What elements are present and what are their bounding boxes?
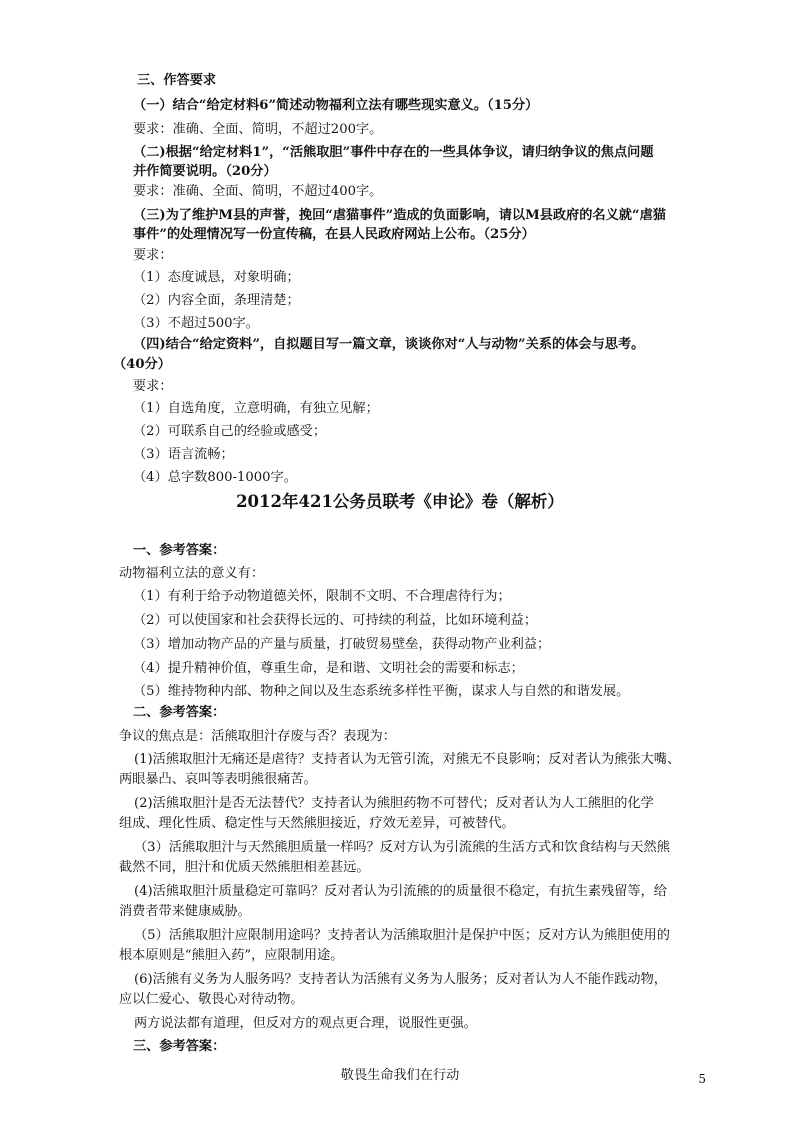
question-4-line2: （40分） bbox=[113, 357, 171, 372]
question-3-requirement-item: （2）内容全面，条理清楚； bbox=[133, 293, 300, 308]
answer-2-paragraph-1: (1)活熊取胆汁无痛还是虐待？支持者认为无管引流，对熊无不良影响；反对者认为熊张大嘴、 bbox=[134, 752, 681, 767]
answer-1-intro: 动物福利立法的意义有： bbox=[119, 566, 265, 581]
essay-title: 敬畏生命我们在行动 bbox=[340, 1068, 460, 1083]
question-4-requirement-item: （1）自选角度，立意明确，有独立见解； bbox=[133, 401, 379, 416]
answer-2-paragraph-3-cont: 截然不同，胆汁和优质天然熊胆相差甚远。 bbox=[119, 860, 370, 875]
question-2-line2: 并作简要说明。（20分） bbox=[133, 164, 277, 179]
question-1: （一）结合“给定材料6”简述动物福利立法有哪些现实意义。（15分） bbox=[133, 98, 539, 113]
answer-3-heading: 三、参考答案： bbox=[133, 1039, 226, 1054]
answer-2-paragraph-6: (6)活熊有义务为人服务吗？支持者认为活熊有义务为人服务；反对者认为人不能作践动物， bbox=[134, 972, 667, 987]
question-4-requirement-label: 要求： bbox=[133, 379, 173, 394]
answer-2-paragraph-4-cont: 消费者带来健康威胁。 bbox=[119, 904, 251, 919]
answer-2-heading: 二、参考答案： bbox=[133, 705, 226, 720]
answer-2-intro: 争议的焦点是：活熊取胆汁存废与否？表现为： bbox=[119, 729, 396, 744]
question-3-requirement-label: 要求： bbox=[133, 248, 173, 263]
answer-2-paragraph-5: （5）活熊取胆汁应限制用途吗？支持者认为活熊取胆汁是保护中医；反对方认为熊胆使用的 bbox=[134, 928, 670, 943]
question-2-requirement: 要求：准确、全面、简明，不超过400字。 bbox=[133, 184, 383, 199]
answer-1-item: （1）有利于给予动物道德关怀，限制不文明、不合理虐待行为； bbox=[133, 589, 511, 604]
answer-2-paragraph-4: (4)活熊取胆汁质量稳定可靠吗？反对者认为引流熊的的质量很不稳定，有抗生素残留等，给 bbox=[134, 884, 667, 899]
section-heading: 三、作答要求 bbox=[137, 73, 217, 88]
question-2-line1: （二)根据“给定材料1”，“活熊取胆”事件中存在的一些具体争议，请归纳争议的焦点问题 bbox=[133, 145, 654, 160]
question-4-line1: （四)结合“给定资料”，自拟题目写一篇文章，谈谈你对“人与动物”关系的体会与思考。 bbox=[133, 337, 645, 352]
answer-1-item: （5）维持物种内部、物种之间以及生态系统多样性平衡，谋求人与自然的和谐发展。 bbox=[133, 684, 630, 699]
question-4-requirement-item: （4）总字数800-1000字。 bbox=[133, 470, 297, 485]
answer-2-conclusion: 两方说法都有道理，但反对方的观点更合理，说服性更强。 bbox=[134, 1016, 477, 1031]
answer-1-item: （4）提升精神价值，尊重生命，是和谐、文明社会的需要和标志； bbox=[133, 661, 524, 676]
page-number: 5 bbox=[698, 1072, 706, 1086]
document-title: 2012年421公务员联考《申论》卷（解析） bbox=[236, 492, 564, 511]
answer-2-paragraph-3: （3）活熊取胆汁与天然熊胆质量一样吗？反对方认为引流熊的生活方式和饮食结构与天然熊 bbox=[134, 840, 670, 855]
answer-2-paragraph-2-cont: 组成、理化性质、稳定性与天然熊胆接近，疗效无差异，可被替代。 bbox=[119, 816, 515, 831]
question-3-line2: 事件”的处理情况写一份宣传稿，在县人民政府网站上公布。（25分） bbox=[133, 227, 535, 242]
answer-2-paragraph-2: (2)活熊取胆汁是否无法替代？支持者认为熊胆药物不可替代；反对者认为人工熊胆的化学 bbox=[134, 796, 654, 811]
question-1-requirement: 要求：准确、全面、简明，不超过200字。 bbox=[133, 122, 383, 137]
question-3-requirement-item: （3）不超过500字。 bbox=[133, 316, 259, 331]
answer-2-paragraph-6-cont: 应以仁爱心、敬畏心对待动物。 bbox=[119, 992, 304, 1007]
answer-1-item: （2）可以使国家和社会获得长远的、可持续的利益，比如环境利益； bbox=[133, 613, 538, 628]
question-3-requirement-item: （1）态度诚恳，对象明确； bbox=[133, 270, 300, 285]
question-4-requirement-item: （2）可联系自己的经验或感受； bbox=[133, 424, 327, 439]
answer-2-paragraph-5-cont: 根本原则是“熊胆入药”，应限制用途。 bbox=[119, 948, 344, 963]
question-4-requirement-item: （3）语言流畅； bbox=[133, 447, 234, 462]
answer-1-item: （3）增加动物产品的产量与质量，打破贸易壁垒，获得动物产业利益； bbox=[133, 637, 551, 652]
answer-1-heading: 一、参考答案： bbox=[133, 543, 226, 558]
answer-2-paragraph-1-cont: 两眼暴凸、哀叫等表明熊很痛苦。 bbox=[119, 772, 317, 787]
question-3-line1: （三)为了维护M县的声誉，挽回“虐猫事件”造成的负面影响，请以M县政府的名义就“虐猫 bbox=[133, 208, 666, 223]
